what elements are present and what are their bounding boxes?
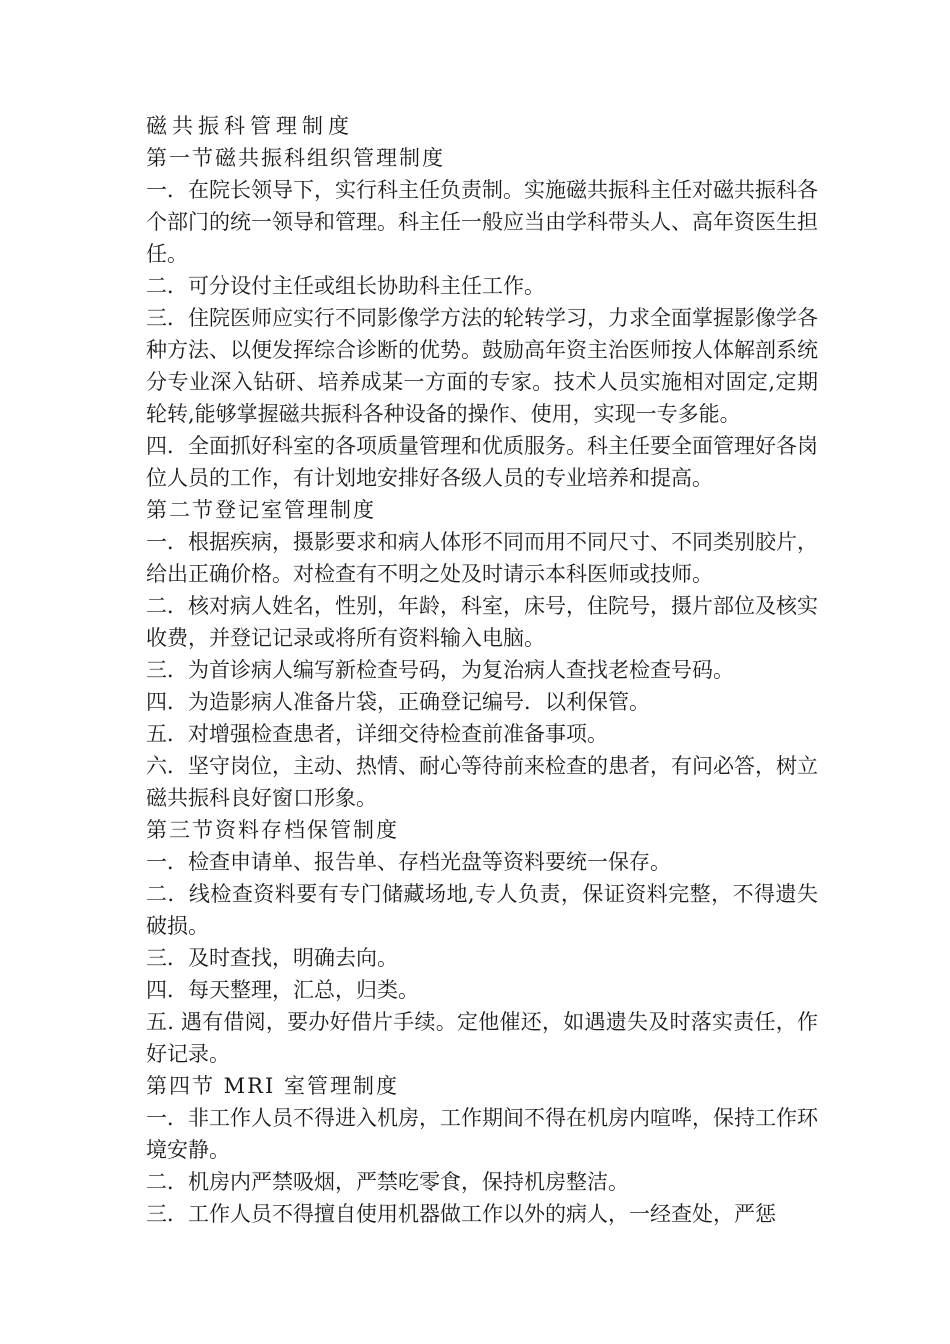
section-heading: 第一节磁共振科组织管理制度	[146, 146, 445, 170]
paragraph: 一．非工作人员不得进入机房，工作期间不得在机房内喧哗，保持工作环境安静。	[146, 1106, 818, 1162]
section-heading: 第三节资料存档保管制度	[146, 818, 399, 842]
paragraph: 二．线检查资料要有专门储藏场地,专人负责，保证资料完整，不得遗失破损。	[146, 882, 818, 938]
paragraph: 四．全面抓好科室的各项质量管理和优质服务。科主任要全面管理好各岗位人员的工作，有计划地安排好各级人员的专业培养和提高。	[146, 434, 818, 490]
paragraph: 二．核对病人姓名，性别，年龄，科室，床号，住院号，摄片部位及核实收费，并登记记录或将所有资料输入电脑。	[146, 594, 818, 650]
paragraph: 一．在院长领导下，实行科主任负责制。实施磁共振科主任对磁共振科各个部门的统一领导和管理。科主任一般应当由学科带头人、高年资医生担任。	[146, 178, 818, 266]
paragraph: 三．住院医师应实行不同影像学方法的轮转学习，力求全面掌握影像学各种方法、以便发挥综合诊断的优势。鼓励高年资主治医师按人体解剖系统分专业深入钻研、培养成某一方面的专家。技术人员实施相对固定,定期轮转,能够掌握磁共振科各种设备的操作、使用，实现一专多能。	[146, 306, 818, 426]
paragraph: 一．根据疾病，摄影要求和病人体形不同而用不同尺寸、不同类别胶片，给出正确价格。对检查有不明之处及时请示本科医师或技师。	[146, 530, 818, 586]
section-heading: 第四节 MRI 室管理制度	[146, 1074, 399, 1098]
paragraph: 五．对增强检查患者，详细交待检查前准备事项。	[146, 722, 608, 746]
paragraph: 三．工作人员不得擅自使用机器做工作以外的病人，一经查处，严惩	[146, 1202, 776, 1226]
paragraph: 三．为首诊病人编写新检查号码，为复治病人查找老检查号码。	[146, 658, 734, 682]
paragraph: 六．坚守岗位，主动、热情、耐心等待前来检查的患者，有问必答，树立磁共振科良好窗口形象。	[146, 754, 818, 810]
document-title: 磁共振科管理制度	[146, 114, 354, 138]
paragraph: 二．机房内严禁吸烟，严禁吃零食，保持机房整洁。	[146, 1170, 629, 1194]
paragraph: 一．检查申请单、报告单、存档光盘等资料要统一保存。	[146, 850, 671, 874]
paragraph: 四．为造影病人准备片袋，正确登记编号．以利保管。	[146, 690, 650, 714]
section-heading: 第二节登记室管理制度	[146, 498, 376, 522]
paragraph: 二．可分设付主任或组长协助科主任工作。	[146, 274, 545, 298]
document-page	[146, 110, 818, 1230]
paragraph: 三．及时查找，明确去向。	[146, 946, 398, 970]
paragraph: 四．每天整理，汇总，归类。	[146, 978, 419, 1002]
paragraph: 五. 遇有借阅，要办好借片手续。定他催还，如遇遗失及时落实责任，作好记录。	[146, 1010, 818, 1066]
